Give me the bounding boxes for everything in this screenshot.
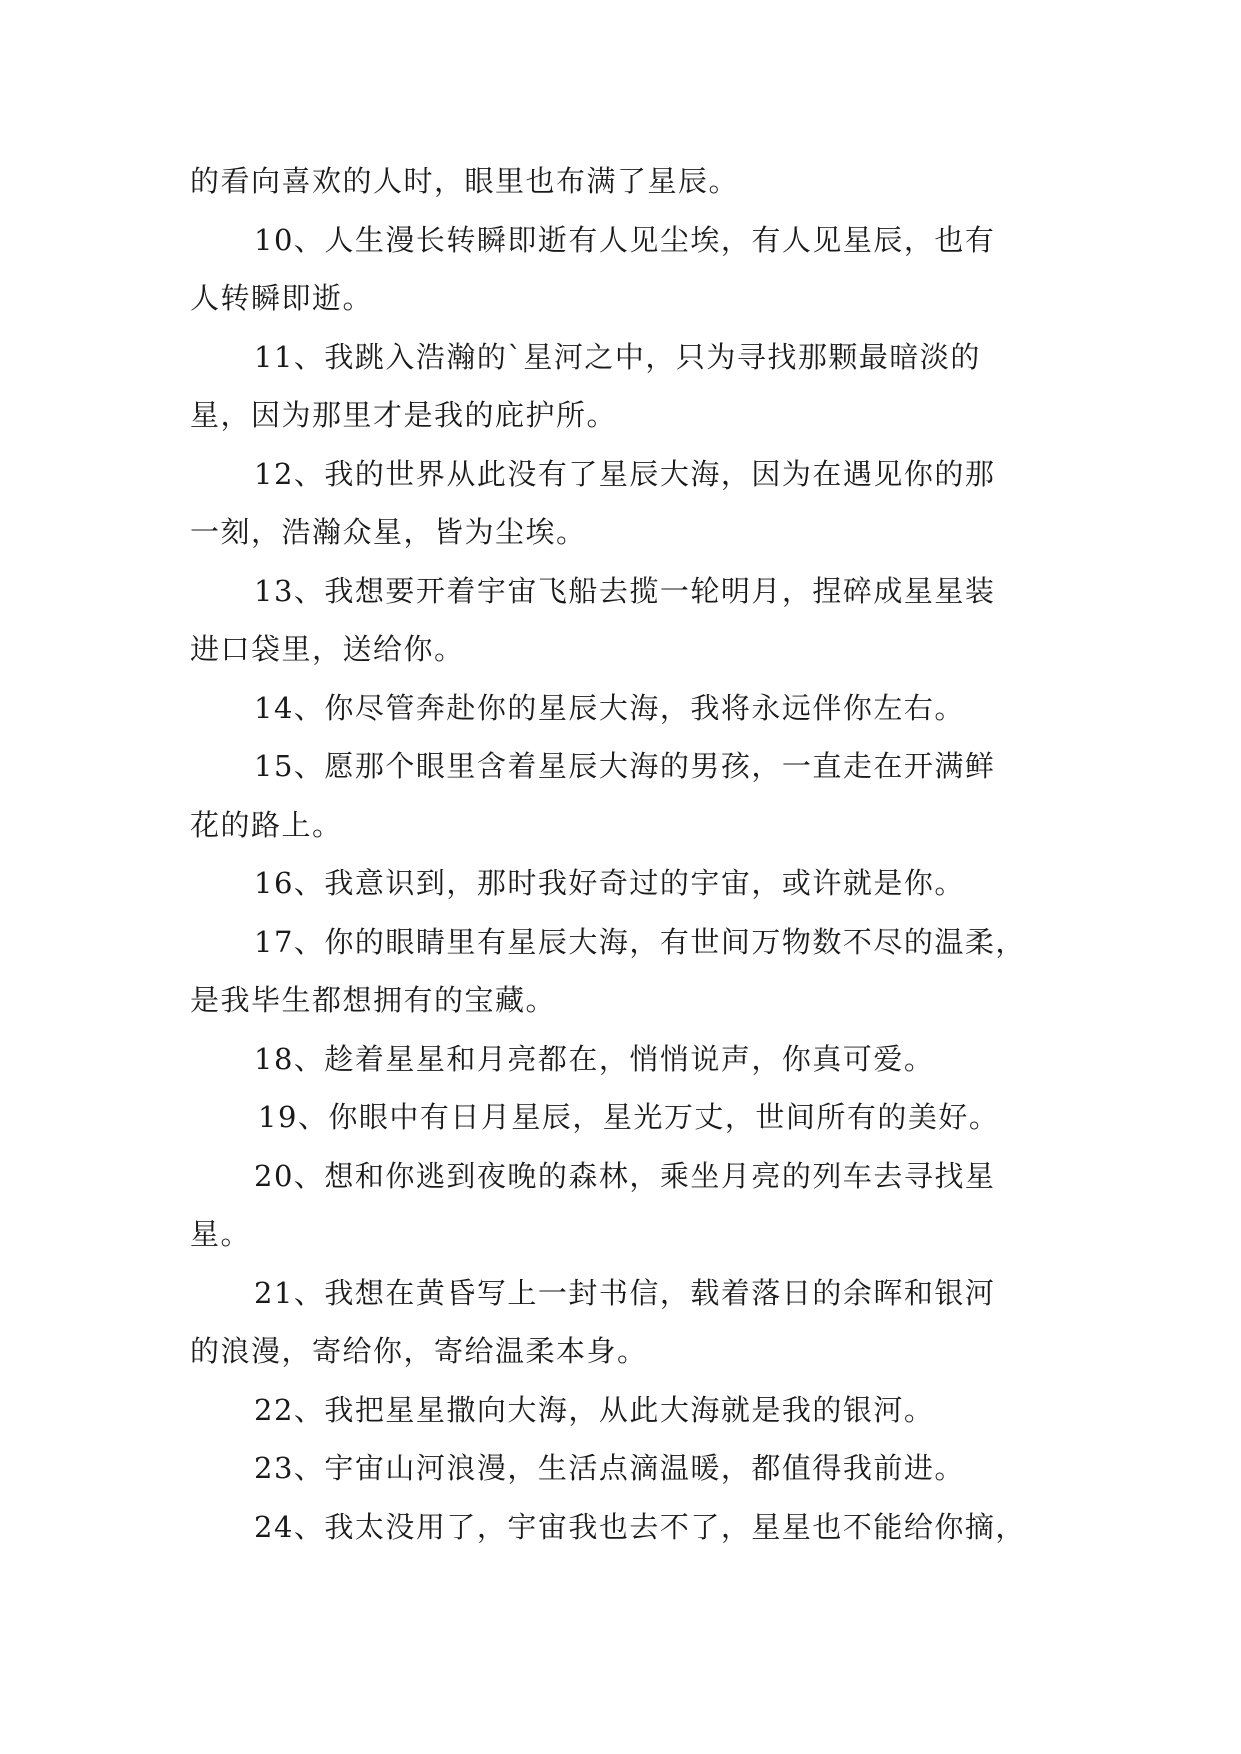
paragraph-line: 的看向喜欢的人时，眼里也布满了星辰。 xyxy=(190,164,740,198)
paragraph-line: 一刻，浩瀚众星，皆为尘埃。 xyxy=(190,515,587,549)
paragraph-line: 人转瞬即逝。 xyxy=(190,281,374,315)
paragraph-line: 进口袋里，送给你。 xyxy=(190,632,465,666)
paragraph-line: 22、我把星星撒向大海，从此大海就是我的银河。 xyxy=(254,1392,935,1427)
paragraph-line: 14、你尽管奔赴你的星辰大海，我将永远伴你左右。 xyxy=(254,690,965,725)
paragraph-line: 11、我跳入浩瀚的`星河之中，只为寻找那颗最暗淡的 xyxy=(254,339,981,374)
paragraph-line: 18、趁着星星和月亮都在，悄悄说声，你真可爱。 xyxy=(254,1041,935,1076)
paragraph-line: 20、想和你逃到夜晚的森林，乘坐月亮的列车去寻找星 xyxy=(254,1158,996,1193)
paragraph-line: 的浪漫，寄给你，寄给温柔本身。 xyxy=(190,1334,648,1368)
document-body xyxy=(190,152,1060,1556)
paragraph-line: 13、我想要开着宇宙飞船去揽一轮明月，捏碎成星星装 xyxy=(254,573,996,608)
paragraph-line: 花的路上。 xyxy=(190,807,343,842)
paragraph-line: 12、我的世界从此没有了星辰大海，因为在遇见你的那 xyxy=(254,456,996,491)
paragraph-line: 21、我想在黄昏写上一封书信，载着落日的余晖和银河 xyxy=(254,1275,996,1310)
paragraph-line: 24、我太没用了，宇宙我也去不了，星星也不能给你摘， xyxy=(254,1509,1026,1544)
paragraph-line: 10、人生漫长转瞬即逝有人见尘埃，有人见星辰，也有 xyxy=(254,222,996,257)
paragraph-line: 16、我意识到，那时我好奇过的宇宙，或许就是你。 xyxy=(254,866,965,900)
paragraph-line: 星，因为那里才是我的庇护所。 xyxy=(190,398,618,432)
paragraph-line: 17、你的眼睛里有星辰大海，有世间万物数不尽的温柔， xyxy=(254,924,1026,959)
paragraph-line: 19、你眼中有日月星辰，星光万丈，世间所有的美好。 xyxy=(258,1100,1000,1134)
paragraph-line: 15、愿那个眼里含着星辰大海的男孩，一直走在开满鲜 xyxy=(254,749,996,783)
paragraph-line: 23、宇宙山河浪漫，生活点滴温暖，都值得我前进。 xyxy=(254,1451,965,1485)
paragraph-line: 是我毕生都想拥有的宝藏。 xyxy=(190,983,557,1017)
paragraph-line: 星。 xyxy=(190,1217,252,1251)
